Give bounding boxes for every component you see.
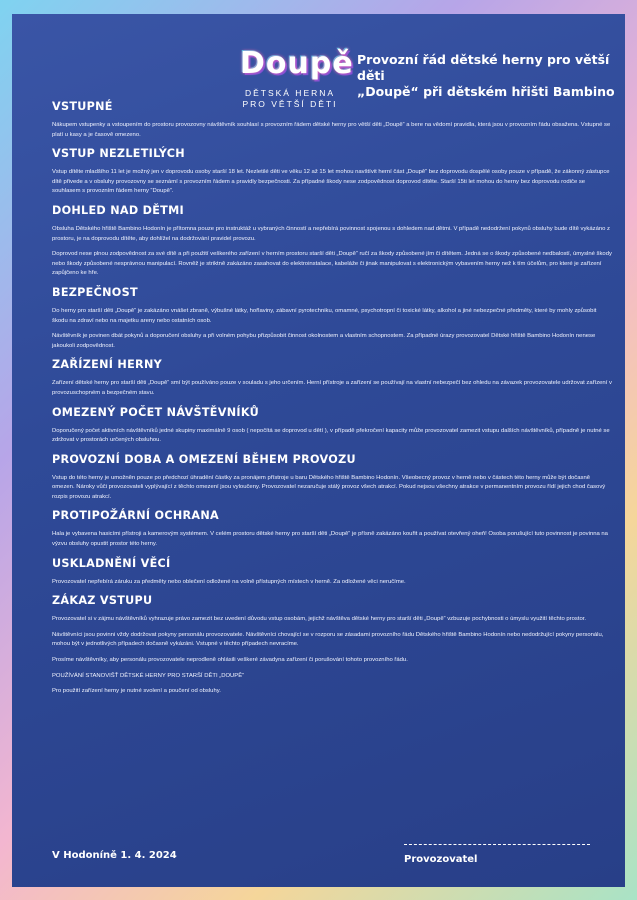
- section-paragraph: Provozovatel nepřebírá záruku za předměty nebo oblečení odložené na volně přístupných místech v herně. Za odložené věci neručíme.: [52, 578, 406, 585]
- rule-section: [52, 358, 612, 398]
- section-heading: VSTUPNÉ: [52, 100, 113, 113]
- logo-subtitle-1: DĚTSKÁ HERNA: [244, 88, 336, 98]
- section-heading: ZÁKAZ VSTUPU: [52, 594, 153, 608]
- section-heading: DOHLED NAD DĚTMI: [52, 203, 184, 217]
- section-paragraph: Provozovatel si v zájmu návštěvníků vyhrazuje právo zamezit bez uvedení důvodu vstup osobám, jejichž návštěva dětské herny pro starší děti „Doupě“ vzbuzuje pochybnosti o úmyslu využití těchto prostor.: [52, 616, 587, 623]
- section-paragraph: Vstup dítěte mladšího 11 let je možný jen v doprovodu osoby starší 18 let. Nezletilé děti ve věku 12 až 15 let mohou navštívit herní část „Doupě“ bez doprovodu dospělé osoby pouze v případě, že zákonný zástupce dítě přivede a v obsluhy provozovny se seznámí s provozním řádem a pravidly bezpečnosti. Za případné škody nese zodpovědnost doprovod dítěte. Starší 15ti let mohou do herny bez doprovodu rodiče se souhlasem s provozním řádem herny “Doupě”.: [52, 169, 610, 195]
- section-paragraph: Nákupem vstupenky a vstoupením do prostoru provozovny návštěvník souhlasí s provozním řádem dětské herny pro větší děti „Doupě“ a bere na vědomí pravidla, která jsou v provozním řádu obsažena. Vstupné se platí u kasy a je časově omezeno.: [52, 122, 611, 138]
- section-heading: ZAŘÍZENÍ HERNY: [52, 358, 163, 372]
- rule-section: [52, 509, 612, 549]
- place-date: V Hodoníně 1. 4. 2024: [52, 850, 177, 861]
- rule-section: [52, 204, 612, 279]
- section-paragraph: Vstup do této herny je umožněn pouze po předchozí úhradění částky za pronájem přístroje u baru Dětského hřiště Bambino Hodonín. Všeobecný provoz v herně nebo v částech této herny může být dočasně omezen. Nároky vůči provozovateli vyplývající z těchto omezení jsou vyloučeny. Provozovatel nezaručuje stálý provoz všech atrakcí. Pokud nejsou všechny atrakce v permanentním provozu řídí jejich chod časový rozpis provozu atrakcí.: [52, 474, 606, 500]
- rule-section: [52, 594, 612, 697]
- document-panel: [12, 14, 625, 887]
- section-paragraph: Návštěvníci jsou povinni vždy dodržovat pokyny personálu provozovatele. Návštěvníci chovající se v rozporu se zásadami provozního řádu Dětského hřiště Bambino Hodonín nebo nedodržující pokyny personálu, mohou být v jednotlivých případech dočasně vykázáni. Vstupné v těchto případech nevracíme.: [52, 631, 604, 648]
- document-title: [357, 52, 622, 100]
- rule-section: [52, 100, 612, 140]
- title-line-1: Provozní řád dětské herny pro větší děti: [357, 52, 610, 83]
- section-paragraph: Pro použití zařízení herny je nutné svolení a poučení od obsluhy.: [52, 688, 221, 695]
- section-paragraph: POUŽÍVÁNÍ STANOVIŠŤ DĚTSKÉ HERNY PRO STARŠÍ DĚTI „DOUPĚ“: [52, 672, 245, 679]
- section-paragraph: Návštěvník je povinen dbát pokynů a doporučení obsluhy a při volném pohybu přizpůsobit činnost okolnostem a vlastním schopnostem. Za případné úrazy provozovatel Dětské hřiště Bambino Hodonín nenese jakoukoli zodpovědnost.: [52, 333, 596, 349]
- section-paragraph: Doporučený počet aktivních návštěvníků jedné skupiny maximálně 9 osob ( nepočítá se doprovod u dětí ), v případě překročení kapacity může provozovatel zamezit vstupu dalších návštěvníků, případně je nutné se zdržovat v prostorách určených obsluhou.: [52, 427, 610, 444]
- section-paragraph: Obsluha Dětského hřiště Bambino Hodonín je přítomna pouze pro instruktáž u vybraných činností a nepřebírá povinnost spojenou s dohledem nad dětmi. V případě nedodržení pokynů obsluhy bude dítě vykázáno z prostoru, je na doprovodu dítěte, aby dohlížel na dodržování pravidel provozu.: [52, 225, 610, 242]
- rules-content: [52, 100, 612, 703]
- section-heading: VSTUP NEZLETILÝCH: [52, 147, 185, 161]
- signature-line: [404, 844, 590, 845]
- section-heading: PROVOZNÍ DOBA A OMEZENÍ BĚHEM PROVOZU: [52, 452, 356, 466]
- rule-section: [52, 557, 612, 588]
- section-paragraph: Doprovod nese plnou zodpovědnost za své dítě a při použití veškerého zařízení v herním prostoru starší děti „Doupě“ ručí za škody způsobené jím či dítětem. Jedná se o škody způsobené nedbalostí, úmyslné škody nebo škody způsobené nesprávnou manipulací. Rovněž je striktně zakázáno zasahovat do elektroinstalace, kabeláže či jinak manipulovat s elektronickým vybavením herny než k tím účelům, pro které je zařízení zapůjčeno ke hře.: [52, 251, 612, 277]
- section-heading: USKLADNĚNÍ VĚCÍ: [52, 556, 171, 570]
- logo-word: Doupě: [240, 46, 354, 81]
- section-heading: OMEZENÝ POČET NÁVŠTĚVNÍKŮ: [52, 405, 259, 419]
- signature-label: Provozovatel: [404, 854, 478, 865]
- section-paragraph: Prosíme návštěvníky, aby personálu provozovatele neprodleně ohlásili veškeré závadyna zařízení či porušování tohoto provozního řádu.: [52, 657, 408, 664]
- logo-subtitle-2: PRO VĚTŠÍ DĚTI: [242, 99, 338, 109]
- section-heading: BEZPEČNOST: [52, 285, 138, 299]
- rule-section: [52, 147, 612, 197]
- section-paragraph: Hala je vybavena hasicími přístroji a kamerovým systémem. V celém prostoru dětské herny pro starší děti „Doupě“ je přísně zakázáno kouřit a používat otevřený oheň! Osoba porušující tuto povinnost je povinna na výzvu obsluhy opustit prostor této herny.: [52, 531, 608, 548]
- rule-section: [52, 406, 612, 446]
- rule-section: [52, 453, 612, 503]
- section-paragraph: Do herny pro starší děti „Doupě“ je zakázáno vnášet zbraně, výbušné látky, hořlaviny, zábavní pyrotechniku, omamné, psychotropní či toxické látky, alkohol a jiné nebezpečné předměty, které by mohly způsobit škodu na zdraví nebo na majetku areny nebo ostatních osob.: [52, 307, 597, 324]
- title-line-2: „Doupě“ při dětském hřišti Bambino: [357, 84, 615, 99]
- rule-section: [52, 286, 612, 351]
- section-heading: PROTIPOŽÁRNÍ OCHRANA: [52, 509, 220, 523]
- section-paragraph: Zařízení dětské herny pro starší děti „Doupě“ smí být používáno pouze v souladu s jeho určením. Herní přístroje a zařízení se používají na vlastní nebezpečí bez ohledu na závazek provozovatele udržovat zařízení v provozuschopném a bezpečném stavu.: [52, 380, 612, 396]
